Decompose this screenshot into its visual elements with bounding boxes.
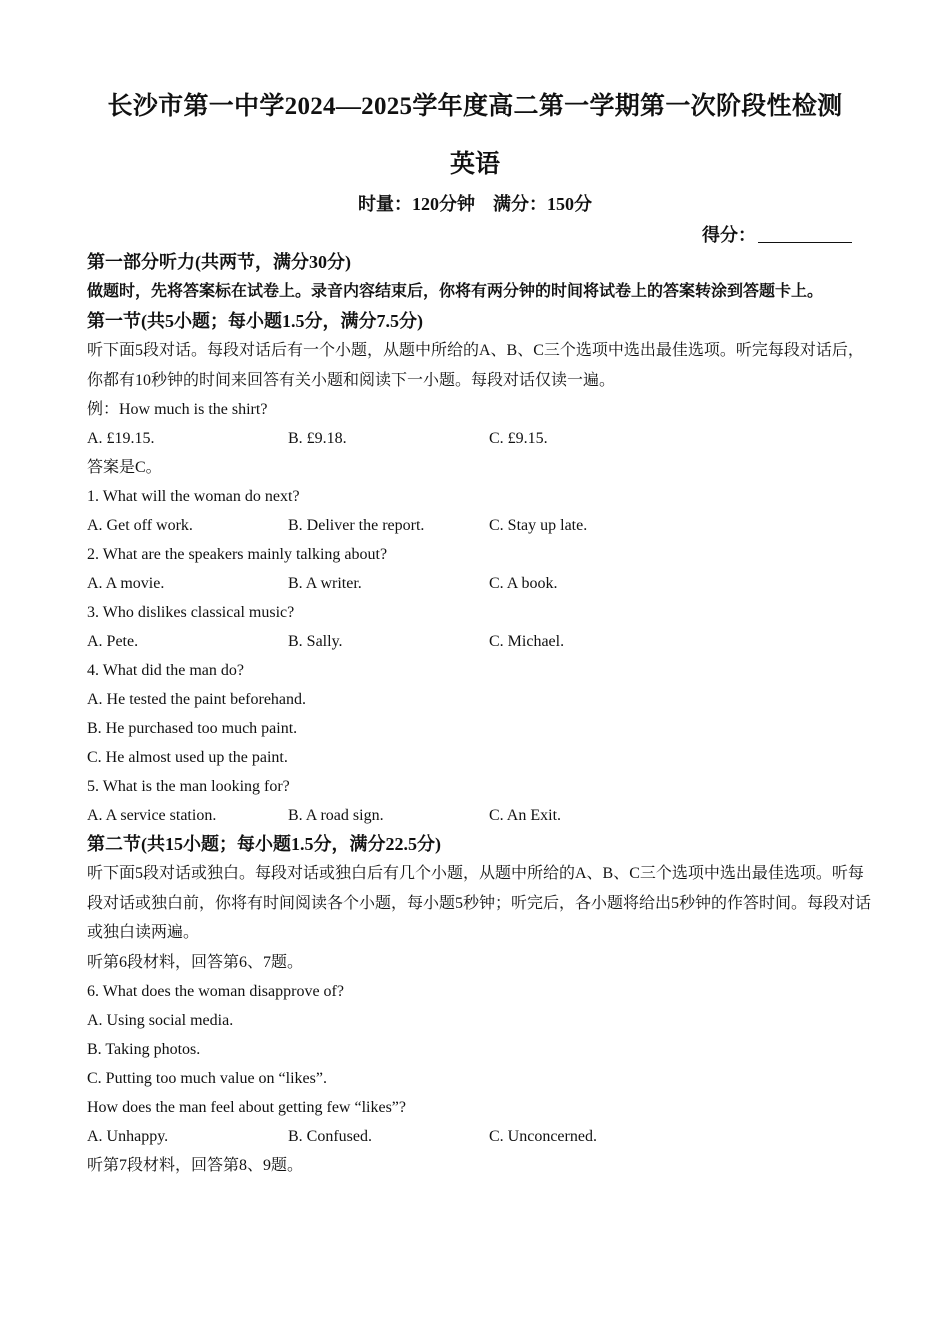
section1-title: 第一节(共5小题；每小题1.5分，满分7.5分) [87, 311, 423, 331]
option-b: B. Deliver the report. [288, 517, 425, 534]
option-a: A. Get off work. [87, 517, 193, 534]
score-blank [758, 226, 852, 243]
section2-title: 第二节(共15小题；每小题1.5分，满分22.5分) [87, 834, 441, 854]
option-b: B. Sally. [288, 633, 343, 650]
example-answer: 答案是C。 [87, 459, 162, 476]
option-a: A. Using social media. [87, 1011, 234, 1029]
question-5-options [87, 801, 877, 830]
exam-title: 长沙市第一中学2024—2025学年度高二第一学期第一次阶段性检测 [107, 93, 843, 120]
material-6-note: 听第6段材料，回答第6、7题。 [87, 953, 304, 971]
question-2-options [87, 569, 877, 598]
option-c: C. Putting too much value on “likes”. [87, 1069, 327, 1087]
score-label: 得分： [702, 225, 756, 245]
option-b: B. A road sign. [288, 807, 384, 824]
section2-instruction: 听下面5段对话或独白。每段对话或独白后有几个小题，从题中所给的A、B、C三个选项中选出最佳选项。听每段对话或独白前，你将有时间阅读各个小题，每小题5秒钟；听完后，各小题将给出5秒钟的作答时间。每段对话或独白读两遍。 [87, 865, 872, 941]
option-c: C. Unconcerned. [489, 1127, 597, 1145]
option-b: B. Taking photos. [87, 1040, 201, 1058]
option-b: B. £9.18. [288, 430, 347, 447]
question-3: 3. Who dislikes classical music? [87, 604, 295, 621]
question-1-options [87, 511, 877, 540]
question-7-options [87, 1122, 877, 1151]
part1-instruction: 做题时，先将答案标在试卷上。录音内容结束后，你将有两分钟的时间将试卷上的答案转涂到答题卡上。 [87, 283, 824, 300]
question-1: 1. What will the woman do next? [87, 488, 300, 505]
question-2: 2. What are the speakers mainly talking about? [87, 546, 388, 563]
option-c: C. £9.15. [489, 430, 548, 447]
subject-title: 英语 [449, 151, 500, 178]
option-c: C. An Exit. [489, 807, 562, 824]
option-a: A. He tested the paint beforehand. [87, 691, 307, 708]
option-c: C. A book. [489, 575, 558, 592]
option-c: C. He almost used up the paint. [87, 749, 288, 766]
material-7-note: 听第7段材料，回答第8、9题。 [87, 1156, 304, 1174]
example-question: 例：How much is the shirt? [87, 401, 268, 418]
question-5: 5. What is the man looking for? [87, 778, 290, 795]
option-b: B. Confused. [288, 1127, 372, 1145]
section1-instruction: 听下面5段对话。每段对话后有一个小题，从题中所给的A、B、C三个选项中选出最佳选项。听完每段对话后，你都有10秒钟的时间来回答有关小题和阅读下一小题。每段对话仅读一遍。 [87, 342, 864, 389]
score-field [702, 221, 852, 247]
option-b: B. A writer. [288, 575, 362, 592]
question-4: 4. What did the man do? [87, 662, 244, 679]
part1-title: 第一部分听力(共两节，满分30分) [87, 252, 351, 272]
option-a: A. Unhappy. [87, 1127, 169, 1145]
question-3-options [87, 627, 877, 656]
option-c: C. Michael. [489, 633, 565, 650]
time-info: 时量：120分钟 满分：150分 [358, 194, 592, 214]
option-a: A. £19.15. [87, 430, 155, 447]
question-7: How does the man feel about getting few “likes”? [87, 1098, 406, 1116]
option-a: A. A movie. [87, 575, 165, 592]
example-options [87, 424, 877, 453]
option-a: A. A service station. [87, 807, 217, 824]
option-a: A. Pete. [87, 633, 139, 650]
exam-content [87, 248, 877, 1180]
question-6: 6. What does the woman disapprove of? [87, 982, 344, 1000]
option-b: B. He purchased too much paint. [87, 720, 298, 737]
option-c: C. Stay up late. [489, 517, 588, 534]
